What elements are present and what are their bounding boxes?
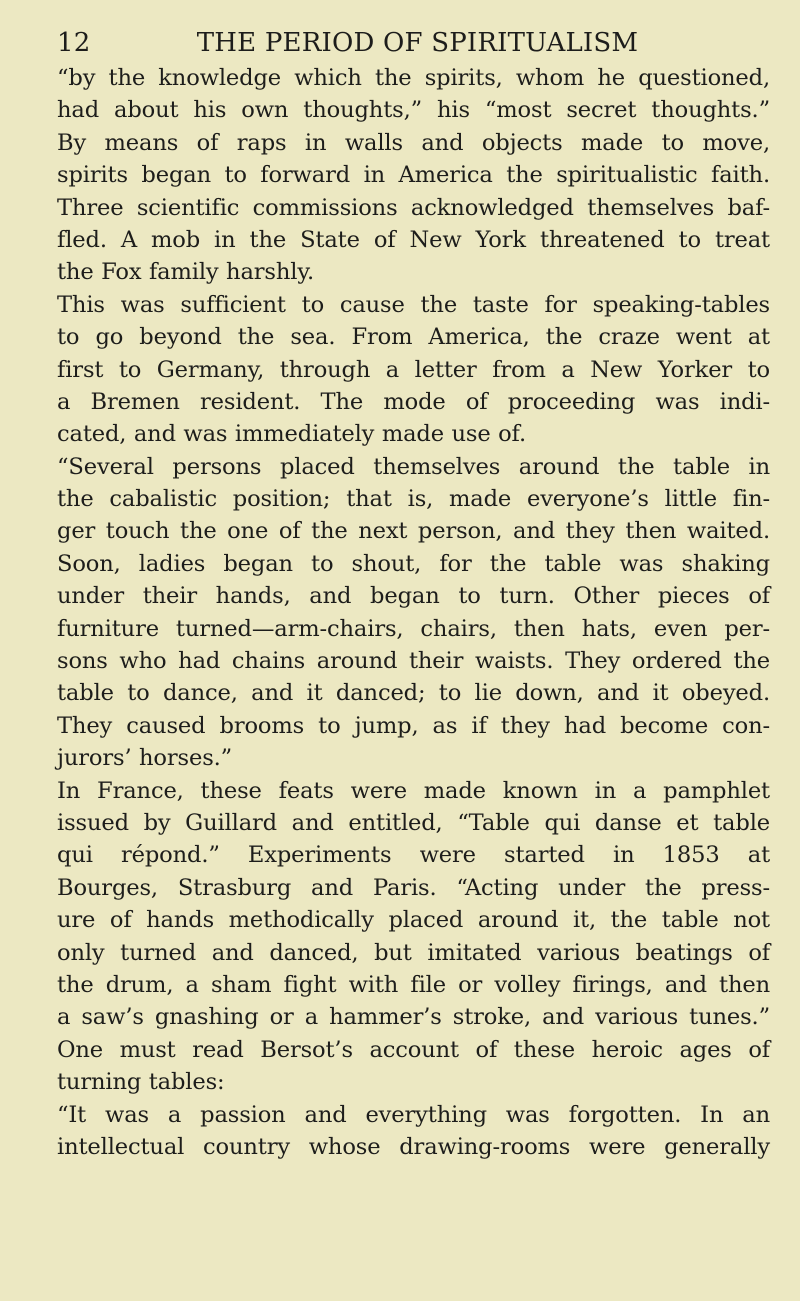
text-line: They caused brooms to jump, as if they had become con-	[57, 712, 770, 739]
page-number: 12	[57, 28, 91, 58]
text-line: spirits began to forward in America the spiritualistic faith.	[57, 162, 770, 189]
text-line: issued by Guillard and entitled, “Table qui danse et table	[57, 809, 770, 836]
text-line: qui répond.” Experiments were started in 1853 at	[57, 842, 770, 869]
text-line: jurors’ horses.”	[57, 745, 233, 772]
text-line: This was sufficient to cause the taste for speaking-tables	[57, 291, 770, 318]
text-line: a saw’s gnashing or a hammer’s stroke, and various tunes.”	[57, 1004, 770, 1031]
text-line: cated, and was immediately made use of.	[57, 421, 526, 448]
text-line: the Fox family harshly.	[57, 259, 314, 286]
chapter-title: THE PERIOD OF SPIRITUALISM	[196, 28, 639, 58]
text-line: under their hands, and began to turn. Other pieces of	[57, 583, 770, 610]
text-line: “It was a passion and everything was forgotten. In an	[57, 1101, 770, 1128]
text-line: Bourges, Strasburg and Paris. “Acting under the press-	[57, 874, 770, 901]
text-line: intellectual country whose drawing-rooms were generally	[57, 1133, 770, 1160]
running-head	[57, 28, 770, 64]
text-line: By means of raps in walls and objects made to move,	[57, 129, 770, 156]
text-line: In France, these feats were made known in a pamphlet	[57, 777, 770, 804]
text-line: the cabalistic position; that is, made everyone’s little fin-	[57, 486, 770, 513]
text-line: “by the knowledge which the spirits, whom he questioned,	[57, 65, 770, 91]
text-line: first to Germany, through a letter from a New Yorker to	[57, 356, 770, 383]
body-text	[57, 62, 770, 1163]
text-line: “Several persons placed themselves around the table in	[57, 453, 770, 480]
text-line: furniture turned—arm-chairs, chairs, then hats, even per-	[57, 615, 770, 642]
text-line: ure of hands methodically placed around it, the table not	[57, 907, 770, 934]
text-line: a Bremen resident. The mode of proceeding was indi-	[57, 388, 770, 415]
text-line: had about his own thoughts,” his “most secret thoughts.”	[57, 97, 770, 124]
text-line: the drum, a sham fight with file or volley firings, and then	[57, 971, 770, 998]
text-line: Three scientific commissions acknowledged themselves baf-	[57, 194, 770, 221]
text-line: fled. A mob in the State of New York threatened to treat	[57, 226, 770, 253]
text-line: only turned and danced, but imitated various beatings of	[57, 939, 770, 966]
text-line: ger touch the one of the next person, and they then waited.	[57, 518, 770, 545]
text-line: Soon, ladies began to shout, for the table was shaking	[57, 550, 770, 577]
text-line: to go beyond the sea. From America, the craze went at	[57, 324, 770, 351]
text-line: turning tables:	[57, 1069, 225, 1096]
text-line: sons who had chains around their waists. They ordered the	[57, 648, 770, 675]
text-line: One must read Bersot’s account of these heroic ages of	[57, 1036, 770, 1063]
text-line: table to dance, and it danced; to lie down, and it obeyed.	[57, 680, 770, 707]
